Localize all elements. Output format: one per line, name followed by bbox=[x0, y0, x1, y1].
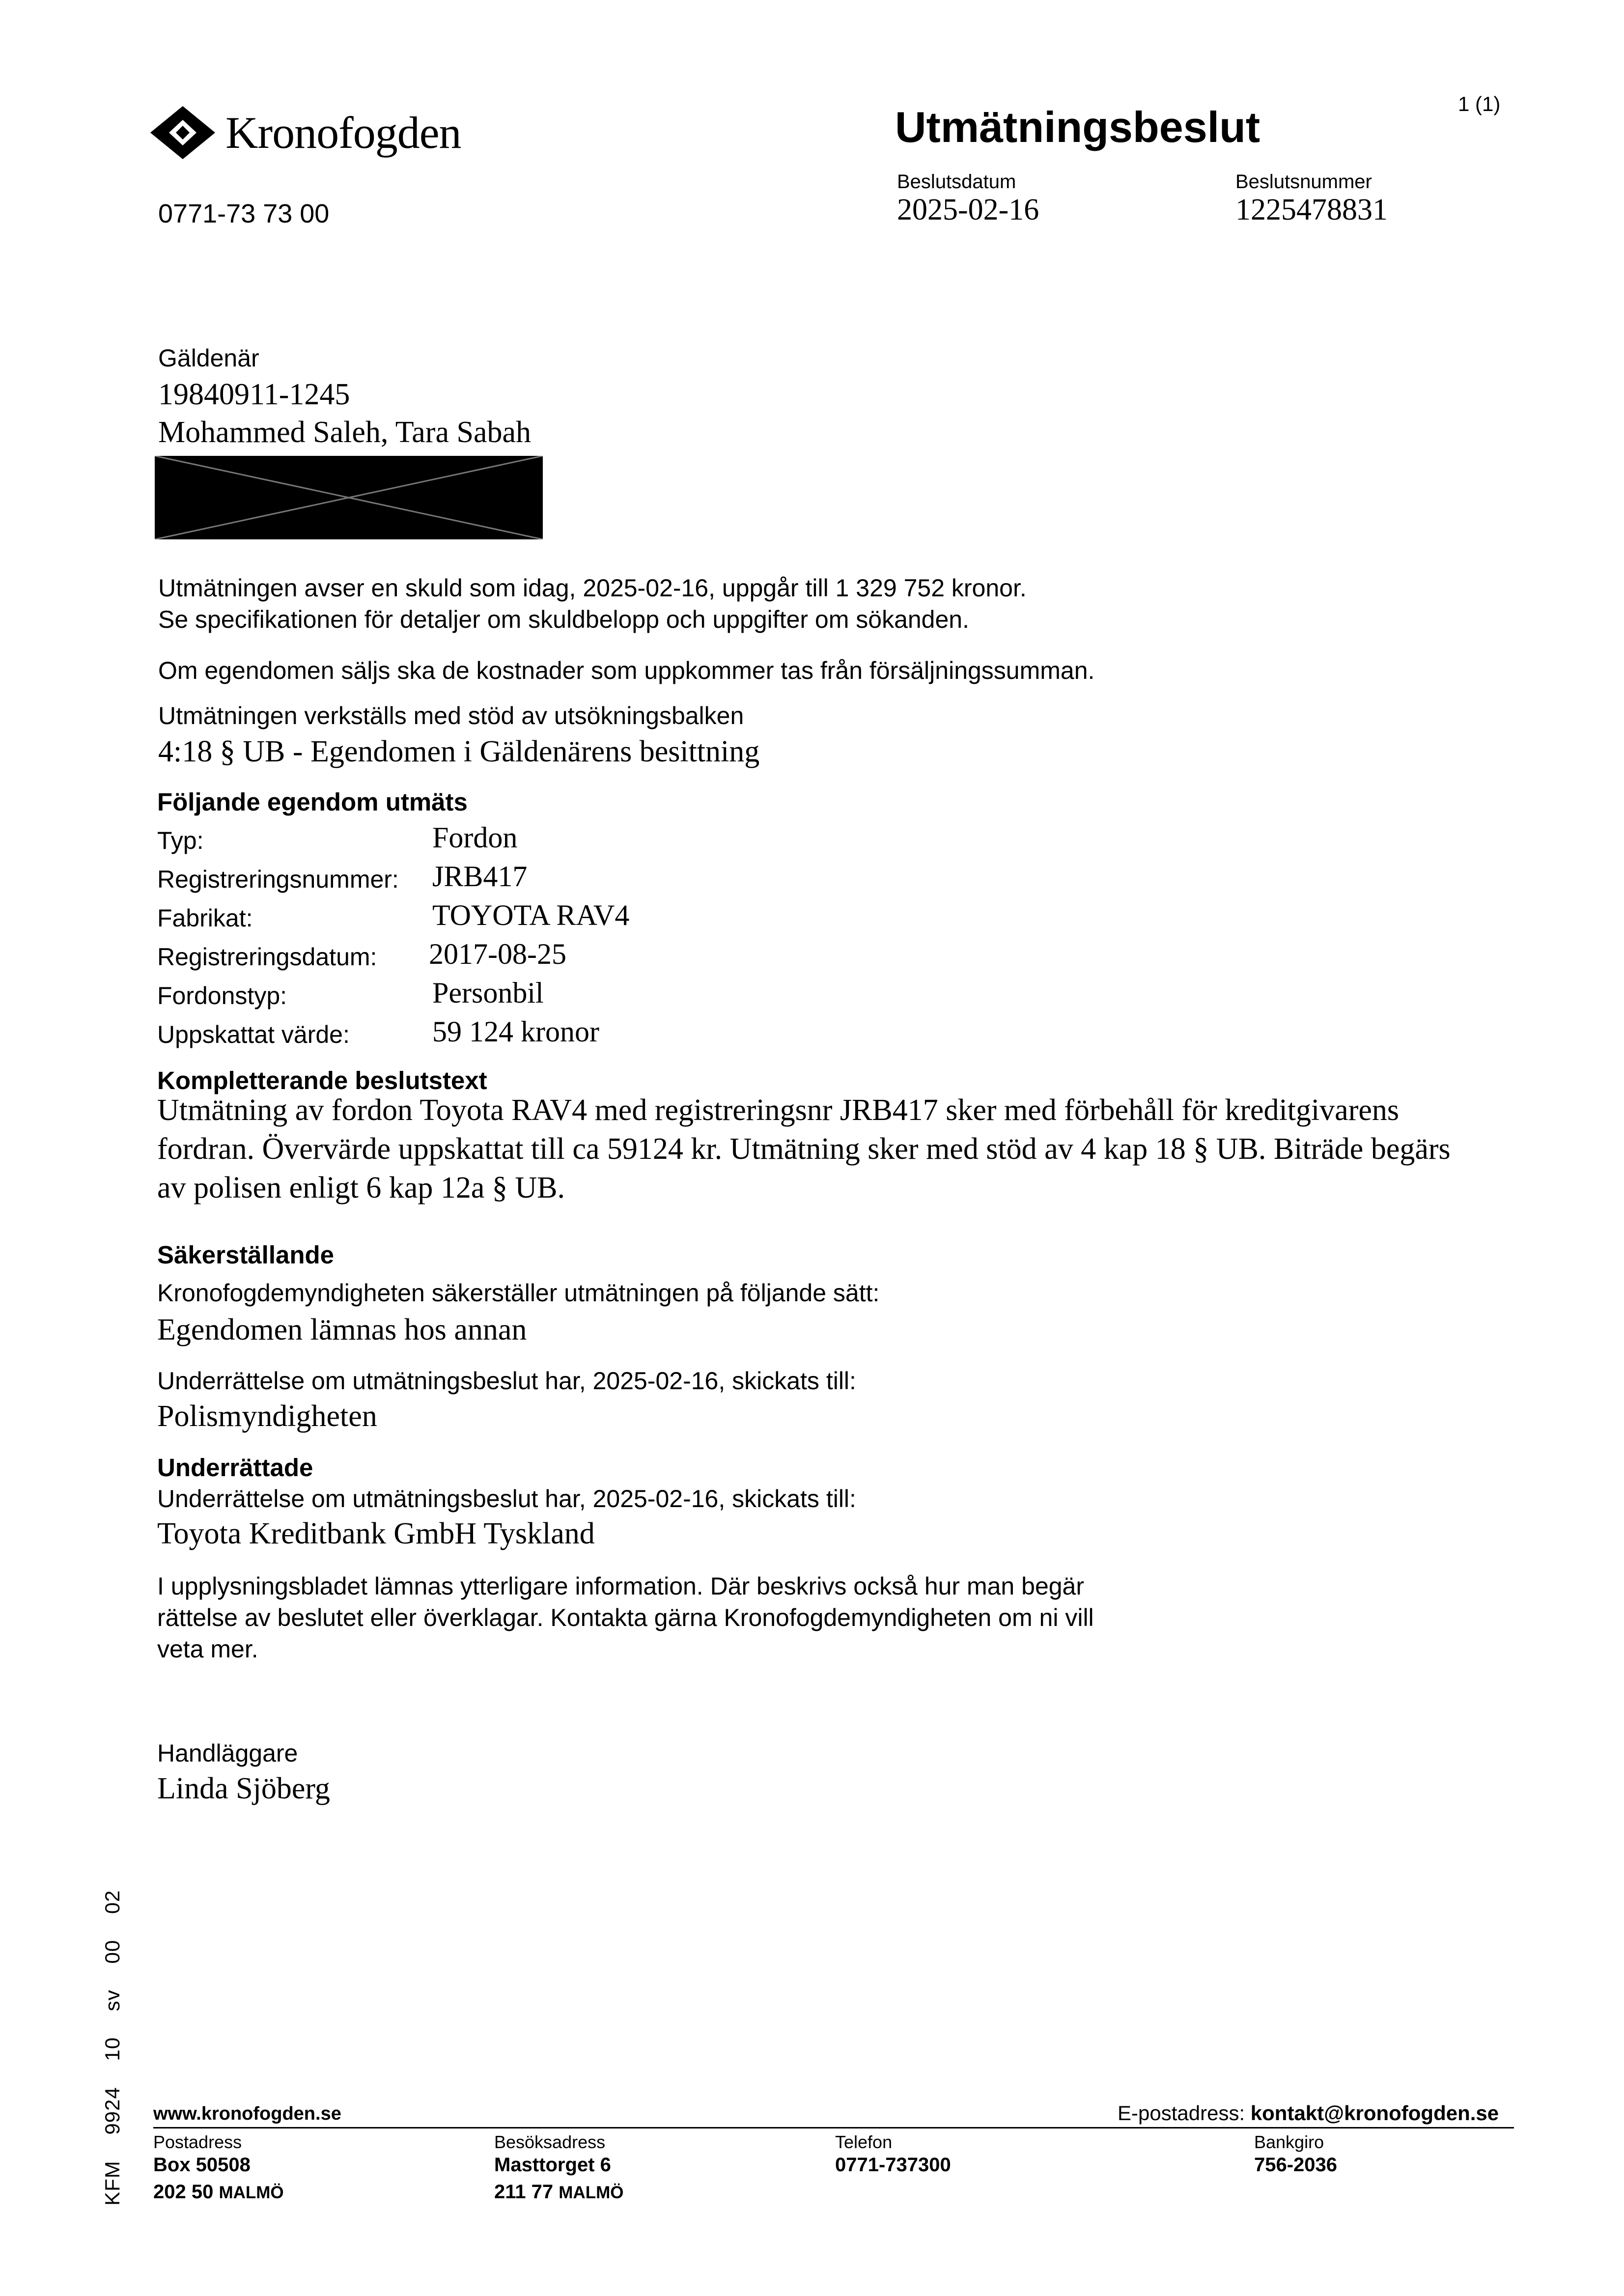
footer-postal-city: MALMÖ bbox=[219, 2183, 284, 2202]
handler-name: Linda Sjöberg bbox=[157, 1772, 330, 1805]
info-text-line: veta mer. bbox=[157, 1635, 258, 1663]
debt-amount-line: Utmätningen avser en skuld som idag, 2025-02-16, uppgår till 1 329 752 kronor. bbox=[158, 574, 1027, 602]
document-title: Utmätningsbeslut bbox=[895, 103, 1260, 151]
property-label: Registreringsnummer: bbox=[157, 866, 399, 893]
property-value: 2017-08-25 bbox=[429, 938, 566, 970]
footer-visit-street: Masttorget 6 bbox=[494, 2154, 611, 2176]
kronofogden-logo bbox=[147, 101, 461, 165]
redacted-address-block bbox=[155, 456, 543, 539]
footer-visit-zip: 211 77 bbox=[494, 2181, 554, 2203]
notified-notice-text: Underrättelse om utmätningsbeslut har, 2025-02-16, skickats till: bbox=[157, 1485, 856, 1512]
specification-note: Se specifikationen för detaljer om skuldbelopp och uppgifter om sökanden. bbox=[158, 606, 970, 633]
securing-notice-text: Underrättelse om utmätningsbeslut har, 2025-02-16, skickats till: bbox=[157, 1367, 856, 1395]
property-row-registration-date bbox=[157, 937, 894, 971]
supplementary-text-line: Utmätning av fordon Toyota RAV4 med registreringsnr JRB417 sker med förbehåll för kreditgivarens bbox=[157, 1093, 1399, 1127]
property-row-make bbox=[157, 898, 894, 932]
supplementary-text-line: fordran. Övervärde uppskattat till ca 59124 kr. Utmätning sker med stöd av 4 kap 18 § UB. Biträde begärs bbox=[157, 1132, 1451, 1166]
footer-postal-zip: 202 50 bbox=[153, 2181, 214, 2203]
property-row-vehicle-type bbox=[157, 976, 894, 1010]
property-heading: Följande egendom utmäts bbox=[157, 788, 468, 816]
footer-email[interactable]: kontakt@kronofogden.se bbox=[1250, 2101, 1499, 2125]
property-row-registration-number bbox=[157, 859, 894, 894]
footer-website[interactable]: www.kronofogden.se bbox=[153, 2103, 341, 2124]
kronofogden-diamond-icon bbox=[147, 103, 219, 162]
page-number: 1 (1) bbox=[1458, 92, 1501, 115]
property-label: Uppskattat värde: bbox=[157, 1021, 350, 1048]
legal-basis-value: 4:18 § UB - Egendomen i Gäldenärens besittning bbox=[158, 735, 760, 768]
decision-number-label: Beslutsnummer bbox=[1235, 171, 1372, 193]
supplementary-text-line: av polisen enligt 6 kap 12a § UB. bbox=[157, 1171, 565, 1204]
property-row-type bbox=[157, 820, 894, 855]
securing-text: Kronofogdemyndigheten säkerställer utmätningen på följande sätt: bbox=[157, 1279, 880, 1307]
footer-divider bbox=[153, 2127, 1514, 2128]
decision-date-label: Beslutsdatum bbox=[897, 171, 1016, 193]
agency-phone: 0771-73 73 00 bbox=[158, 199, 330, 228]
notified-heading: Underrättade bbox=[157, 1454, 313, 1482]
footer-visit-label: Besöksadress bbox=[494, 2132, 606, 2152]
form-code: KFM 9924 10 sv 00 02 bbox=[101, 1890, 124, 2206]
property-value: TOYOTA RAV4 bbox=[432, 899, 630, 931]
securing-heading: Säkerställande bbox=[157, 1241, 335, 1269]
footer-phone-label: Telefon bbox=[835, 2132, 893, 2152]
decision-date: 2025-02-16 bbox=[897, 193, 1039, 226]
property-label: Registreringsdatum: bbox=[157, 943, 377, 971]
footer-postal-label: Postadress bbox=[153, 2132, 242, 2152]
property-value: Fordon bbox=[432, 821, 518, 854]
property-label: Fabrikat: bbox=[157, 904, 253, 932]
legal-basis-label: Utmätningen verkställs med stöd av utsökningsbalken bbox=[158, 702, 744, 729]
debtor-label: Gäldenär bbox=[158, 344, 259, 372]
footer-bankgiro: 756-2036 bbox=[1254, 2154, 1338, 2176]
info-text-line: I upplysningsbladet lämnas ytterligare information. Där beskrivs också hur man begär bbox=[157, 1572, 1085, 1600]
footer-postal-city-line bbox=[153, 2181, 284, 2203]
footer-postal-box: Box 50508 bbox=[153, 2154, 251, 2176]
property-value: Personbil bbox=[432, 977, 544, 1009]
supplementary-heading: Kompletterande beslutstext bbox=[157, 1066, 487, 1094]
securing-notice-recipient: Polismyndigheten bbox=[157, 1400, 377, 1433]
footer-email-label: E-postadress: bbox=[1118, 2101, 1245, 2125]
footer-email-block bbox=[1118, 2101, 1499, 2125]
property-value: 59 124 kronor bbox=[432, 1015, 599, 1048]
info-text-line: rättelse av beslutet eller överklagar. Kontakta gärna Kronofogdemyndigheten om ni vill bbox=[157, 1604, 1094, 1631]
decision-number: 1225478831 bbox=[1235, 193, 1388, 226]
footer-phone: 0771-737300 bbox=[835, 2154, 951, 2176]
property-value: JRB417 bbox=[432, 860, 528, 893]
notified-recipient: Toyota Kreditbank GmbH Tyskland bbox=[157, 1517, 595, 1550]
securing-method: Egendomen lämnas hos annan bbox=[157, 1313, 527, 1346]
footer-bankgiro-label: Bankgiro bbox=[1254, 2132, 1324, 2152]
debtor-name: Mohammed Saleh, Tara Sabah bbox=[158, 416, 531, 449]
property-row-estimated-value bbox=[157, 1014, 894, 1049]
property-label: Fordonstyp: bbox=[157, 982, 287, 1009]
sale-costs-note: Om egendomen säljs ska de kostnader som uppkommer tas från försäljningssumman. bbox=[158, 657, 1095, 684]
logo-text: Kronofogden bbox=[225, 108, 461, 158]
footer-visit-city: MALMÖ bbox=[559, 2183, 624, 2202]
handler-label: Handläggare bbox=[157, 1739, 298, 1767]
debtor-personal-number: 19840911-1245 bbox=[158, 378, 350, 411]
property-label: Typ: bbox=[157, 827, 204, 854]
footer-visit-city-line bbox=[494, 2181, 623, 2203]
